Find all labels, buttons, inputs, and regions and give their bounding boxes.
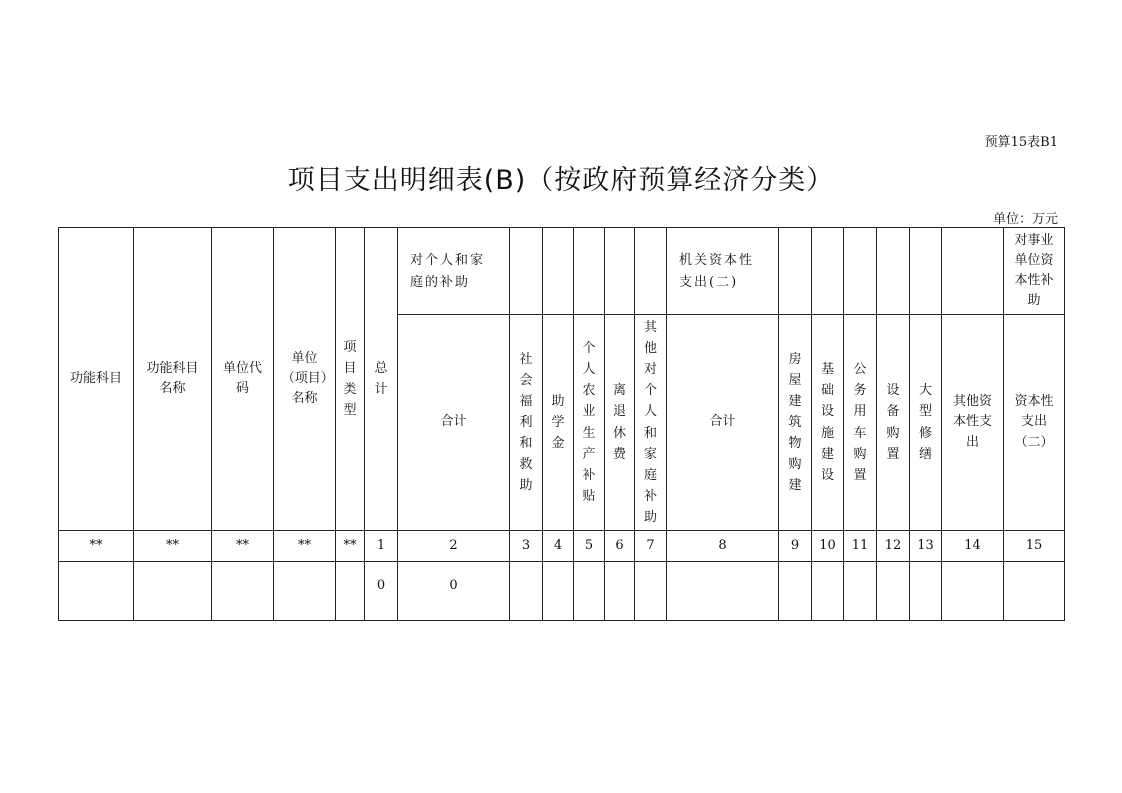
header-unit-project-name: 单位（项目）名称 [274, 228, 336, 531]
header-blank [910, 228, 942, 315]
data-cell [1004, 562, 1065, 621]
header-other-personal: 其他对个人和家庭补助 [635, 315, 667, 531]
data-cell [274, 562, 336, 621]
header-group-enterprise: 对事业单位资本性补助 [1004, 228, 1065, 315]
header-func-subject-name: 功能科目名称 [134, 228, 212, 531]
header-blank [605, 228, 635, 315]
data-cell [877, 562, 910, 621]
header-blank [844, 228, 877, 315]
data-cell [336, 562, 365, 621]
data-cell [667, 562, 779, 621]
index-cell: 8 [667, 531, 779, 562]
data-cell [844, 562, 877, 621]
data-cell [574, 562, 605, 621]
header-student-aid: 助学金 [543, 315, 574, 531]
index-cell: 13 [910, 531, 942, 562]
index-cell: 10 [812, 531, 844, 562]
header-equipment: 设备购置 [877, 315, 910, 531]
header-other-capital: 其他资本性支出 [942, 315, 1004, 531]
budget-table [58, 227, 1065, 621]
data-cell [812, 562, 844, 621]
header-social-welfare: 社会福利和救助 [510, 315, 543, 531]
index-cell: ** [212, 531, 274, 562]
header-blank [877, 228, 910, 315]
index-row [59, 531, 1065, 562]
header-vehicle: 公务用车购置 [844, 315, 877, 531]
header-retirement: 离退休费 [605, 315, 635, 531]
header-agri-subsidy: 个人农业生产补贴 [574, 315, 605, 531]
header-func-subject: 功能科目 [59, 228, 134, 531]
header-blank [510, 228, 543, 315]
index-cell: 2 [398, 531, 510, 562]
header-infrastructure: 基础设施建设 [812, 315, 844, 531]
index-cell: 6 [605, 531, 635, 562]
header-building: 房屋建筑物购建 [779, 315, 812, 531]
index-cell: ** [59, 531, 134, 562]
header-project-type: 项目类型 [336, 228, 365, 531]
header-capital-two: 资本性支出（二） [1004, 315, 1065, 531]
header-group-capital: 机关资本性支出(二) [667, 228, 779, 315]
header-total: 总计 [365, 228, 398, 531]
index-cell: ** [336, 531, 365, 562]
index-cell: 3 [510, 531, 543, 562]
index-cell: 14 [942, 531, 1004, 562]
index-cell: 15 [1004, 531, 1065, 562]
header-repair: 大型修缮 [910, 315, 942, 531]
index-cell: 11 [844, 531, 877, 562]
data-cell: 0 [398, 562, 510, 621]
header-blank [574, 228, 605, 315]
index-cell: ** [134, 531, 212, 562]
data-cell [59, 562, 134, 621]
data-cell [543, 562, 574, 621]
index-cell: 4 [543, 531, 574, 562]
page-title: 项目支出明细表(B)（按政府预算经济分类） [287, 165, 835, 196]
index-cell: ** [274, 531, 336, 562]
data-cell [635, 562, 667, 621]
data-cell [779, 562, 812, 621]
header-blank [812, 228, 844, 315]
index-cell: 7 [635, 531, 667, 562]
unit-label: 单位：万元 [992, 212, 1058, 227]
data-row [59, 562, 1065, 621]
form-number: 预算15表B1 [984, 135, 1058, 150]
header-subtotal-personal: 合计 [398, 315, 510, 531]
data-cell [510, 562, 543, 621]
header-unit-code: 单位代码 [212, 228, 274, 531]
index-cell: 1 [365, 531, 398, 562]
header-group-personal: 对个人和家庭的补助 [398, 228, 510, 315]
data-cell: 0 [365, 562, 398, 621]
data-cell [942, 562, 1004, 621]
header-blank [543, 228, 574, 315]
index-cell: 12 [877, 531, 910, 562]
data-cell [605, 562, 635, 621]
data-cell [212, 562, 274, 621]
header-blank [942, 228, 1004, 315]
index-cell: 9 [779, 531, 812, 562]
data-cell [134, 562, 212, 621]
header-blank [635, 228, 667, 315]
index-cell: 5 [574, 531, 605, 562]
data-cell [910, 562, 942, 621]
header-blank [779, 228, 812, 315]
header-subtotal-capital: 合计 [667, 315, 779, 531]
